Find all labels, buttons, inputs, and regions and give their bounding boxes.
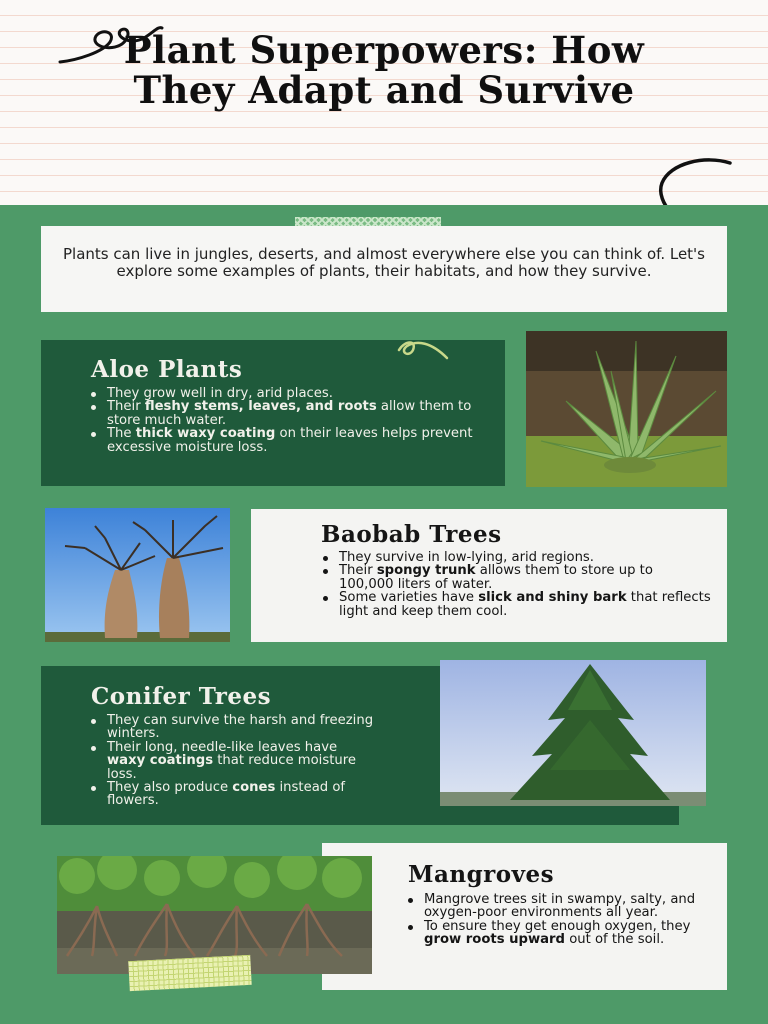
list-item: The thick waxy coating on their leaves helps prevent excessive moisture loss. xyxy=(89,427,489,454)
checkered-tape-decoration xyxy=(128,955,251,991)
baobab-tree-photo xyxy=(45,508,230,642)
list-item: They can survive the harsh and freezing winters. xyxy=(89,714,379,741)
mangrove-list xyxy=(406,893,696,947)
baobab-card xyxy=(251,509,727,642)
baobab-list xyxy=(321,551,711,618)
list-item: Their fleshy stems, leaves, and roots allow them to store much water. xyxy=(89,400,489,427)
conifer-list xyxy=(89,714,379,808)
list-item: To ensure they get enough oxygen, they grow roots upward out of the soil. xyxy=(406,920,696,947)
aloe-title: Aloe Plants xyxy=(91,356,243,383)
mangrove-card xyxy=(322,843,727,990)
conifer-tree-photo xyxy=(440,660,706,806)
intro-box xyxy=(41,226,727,312)
aloe-plant-photo xyxy=(526,331,727,487)
list-item: Their long, needle-like leaves have waxy coatings that reduce moisture loss. xyxy=(89,741,379,781)
conifer-title: Conifer Trees xyxy=(91,683,272,710)
baobab-title: Baobab Trees xyxy=(321,521,502,548)
aloe-list xyxy=(89,387,489,454)
list-item: They survive in low-lying, arid regions. xyxy=(321,551,711,564)
list-item: Mangrove trees sit in swampy, salty, and oxygen-poor environments all year. xyxy=(406,893,696,920)
small-squiggle-icon xyxy=(395,336,451,362)
list-item: They also produce cones instead of flowers. xyxy=(89,781,379,808)
intro-text: Plants can live in jungles, deserts, and almost everywhere else you can think of. Let's explore some examples of plants, their habitats, and how they survive. xyxy=(62,245,705,280)
page-title: Plant Superpowers: How They Adapt and Survive xyxy=(123,28,645,112)
list-item: They grow well in dry, arid places. xyxy=(89,387,489,400)
list-item: Their spongy trunk allows them to store up to 100,000 liters of water. xyxy=(321,564,711,591)
list-item: Some varieties have slick and shiny bark that reflects light and keep them cool. xyxy=(321,591,711,618)
mangrove-title: Mangroves xyxy=(408,861,555,888)
